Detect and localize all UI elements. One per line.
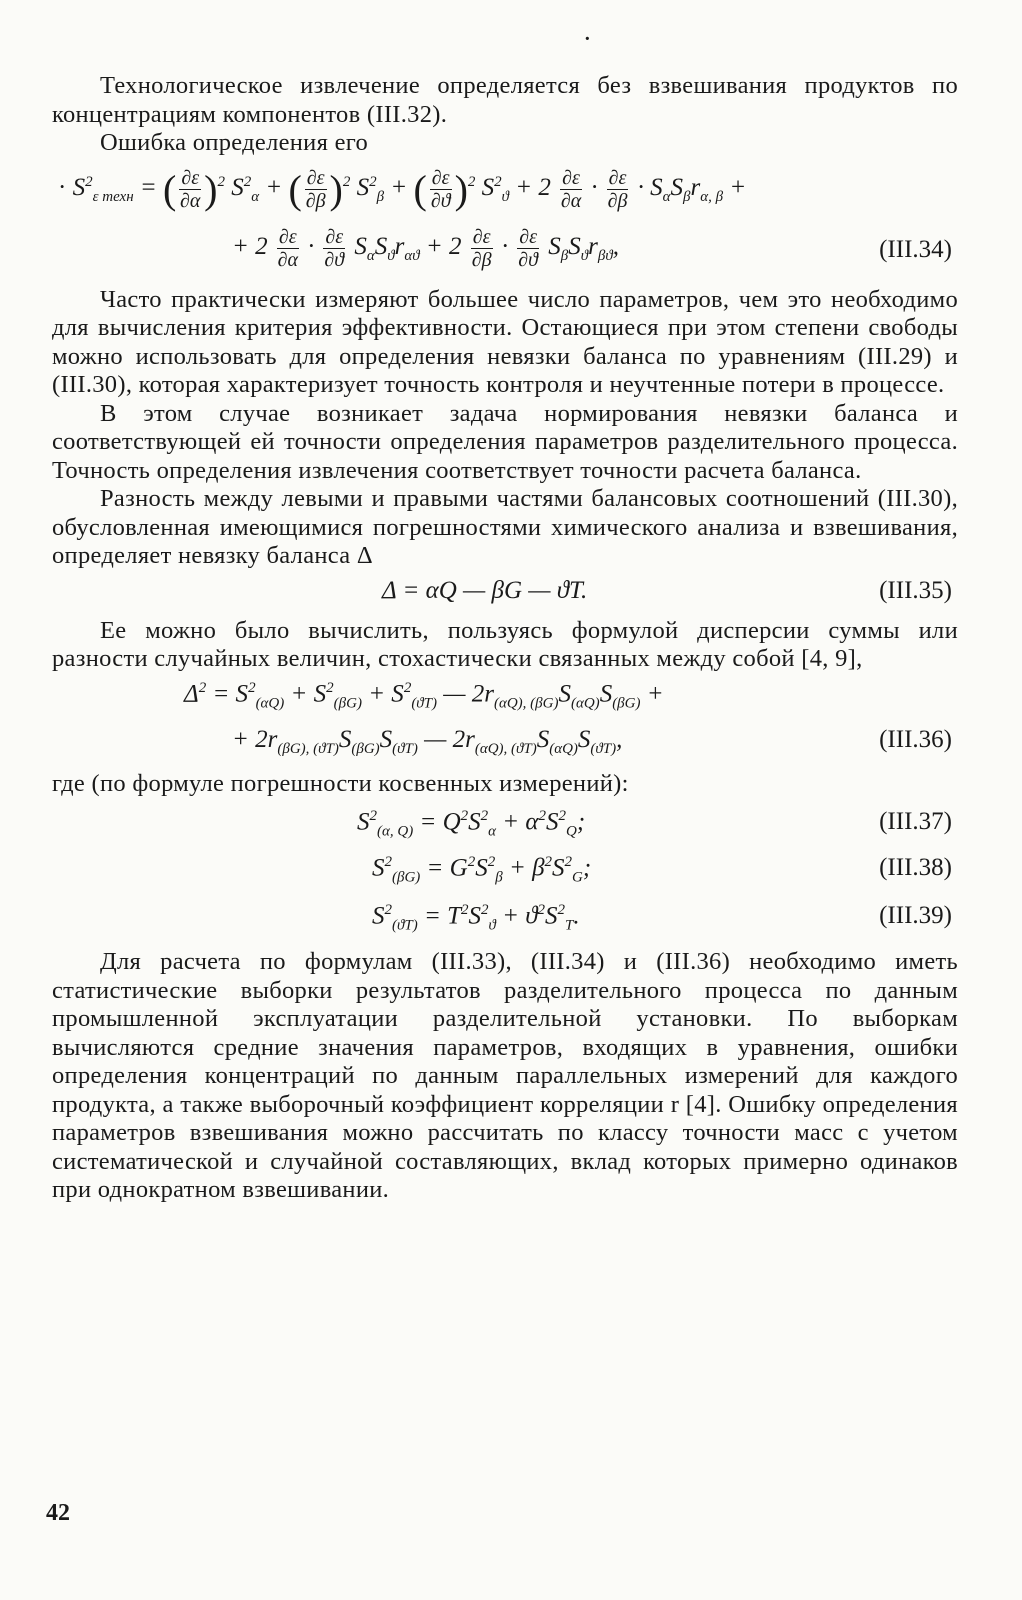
- paragraph-1: Технологическое извлечение определяется без взвешивания продуктов по концентрациям компонентов (III.32).: [52, 72, 958, 128]
- equation-number-35: (III.35): [879, 576, 952, 604]
- equation-number-34: (III.34): [879, 235, 952, 263]
- paragraph-5: Разность между левыми и правыми частями балансовых соотношений (III.30), обусловленная имеющимися погрешностями химического анализа и взвешивания, определяет невязку баланса Δ: [52, 485, 958, 569]
- paragraph-2: Ошибка определения его: [100, 129, 369, 156]
- equation-34-line-1: · $S^2_{\varepsilon техн}$ = ( $\frac{\partial\varepsilon}{\partial\alpha}$ )$^2$ $S^2_\alpha$ + ( $\frac{\partial\varepsilon}{\partial\beta}$ )$^2$ $S^2_\beta$ + ( $\frac{\partial\varepsilon}{\partial ϑ}$ )$^2$ $S^2_ϑ + 2$ $\frac{\partial\varepsilon}{\partial\alpha}$ · $\frac{\partial\varepsilon}{\partial\beta}$ · $S_\alpha S_\beta r_{\alpha, \beta}$ +: [58, 166, 747, 212]
- paragraph-8: Для расчета по формулам (III.33), (III.34) и (III.36) необходимо иметь статистические выборки результатов разделительного процесса по данным промышленной эксплуатации разделительной установки. По выборкам вычисляются средние значения параметров, входящих в уравнения, ошибки определения концентраций по данным параллельных измерений для каждого продукта, а также выборочный коэффициент корреляции r [4]. Ошибку определения параметров взвешивания можно рассчитать по классу точности масс с учетом систематической и случайной составляющих, вклад которых примерно одинаков при однократном взвешивании.: [52, 948, 958, 1203]
- equation-35: [52, 571, 958, 617]
- equation-34-line-2: + 2 $\frac{\partial\varepsilon}{\partial\alpha}$ · $\frac{\partial\varepsilon}{\partial ϑ}$ $S_\alpha S_ϑr_{\alpha ϑ} + 2$ $\frac{\partial\varepsilon}{\partial\beta}$ · $\frac{\partial\varepsilon}{\partial ϑ}$ $S_\beta S_ϑr_{\beta ϑ}$, (III.34): [232, 225, 952, 271]
- page-body: [52, 72, 958, 1205]
- equation-36-line-1: $\Delta^2 = S^2_{(\alpha Q)} + S^2_{(\beta G)} + S^2_{(ϑT)}$ — $2r_{(\alpha Q), (\beta G)}S_{(\alpha Q)}S_{(\beta G)}$ +: [184, 679, 664, 711]
- page-number: 42: [46, 1500, 70, 1526]
- equation-36-line-2: + $2r_{(\beta G), (ϑT)}S_{(\beta G)}S_{(ϑT)}$ — $2r_{(\alpha Q), (ϑT)}S_{(\alpha Q)}S_{(ϑT)}$, (III.36): [232, 725, 952, 757]
- paragraph-4: В этом случае возникает задача нормирования невязки баланса и соответствующей ей точности определения параметров разделительного процесса. Точность определения извлечения соответствует точности расчета баланса.: [52, 399, 958, 484]
- equation-38: $S^2_{(\beta G)} = G^2S^2_\beta + \beta^2S^2_G$; (III.38): [372, 854, 952, 886]
- equation-37: $S^2_{(\alpha, Q)} = Q^2S^2_\alpha + \alpha^2S^2_Q$; (III.37): [357, 808, 952, 840]
- paragraph-6: Ее можно было вычислить, пользуясь формулой дисперсии суммы или разности случайных величин, стохастически связанных между собой [4, 9],: [52, 616, 958, 672]
- paragraph-7: где (по формуле погрешности косвенных измерений):: [52, 769, 629, 797]
- equation-number-39: (III.39): [879, 902, 952, 929]
- equation-number-38: (III.38): [879, 854, 952, 881]
- equation-39: $S^2_{(ϑT)} = T^2S^2_ϑ + ϑ^2S^2_T$. (III.39): [372, 902, 952, 934]
- paragraph-3: Часто практически измеряют большее число параметров, чем это необходимо для вычисления критерия эффективности. Остающиеся при этом степени свободы можно использовать для определения невязки баланса по уравнениям (III.29) и (III.30), которая характеризует точность контроля и неучтенные потери в процессе.: [52, 285, 958, 398]
- equation-number-36: (III.36): [879, 725, 952, 753]
- stray-dot: ·: [584, 28, 591, 50]
- equation-35-body: Δ = αQ — βG — ϑT.: [382, 576, 588, 604]
- equation-number-37: (III.37): [879, 808, 952, 835]
